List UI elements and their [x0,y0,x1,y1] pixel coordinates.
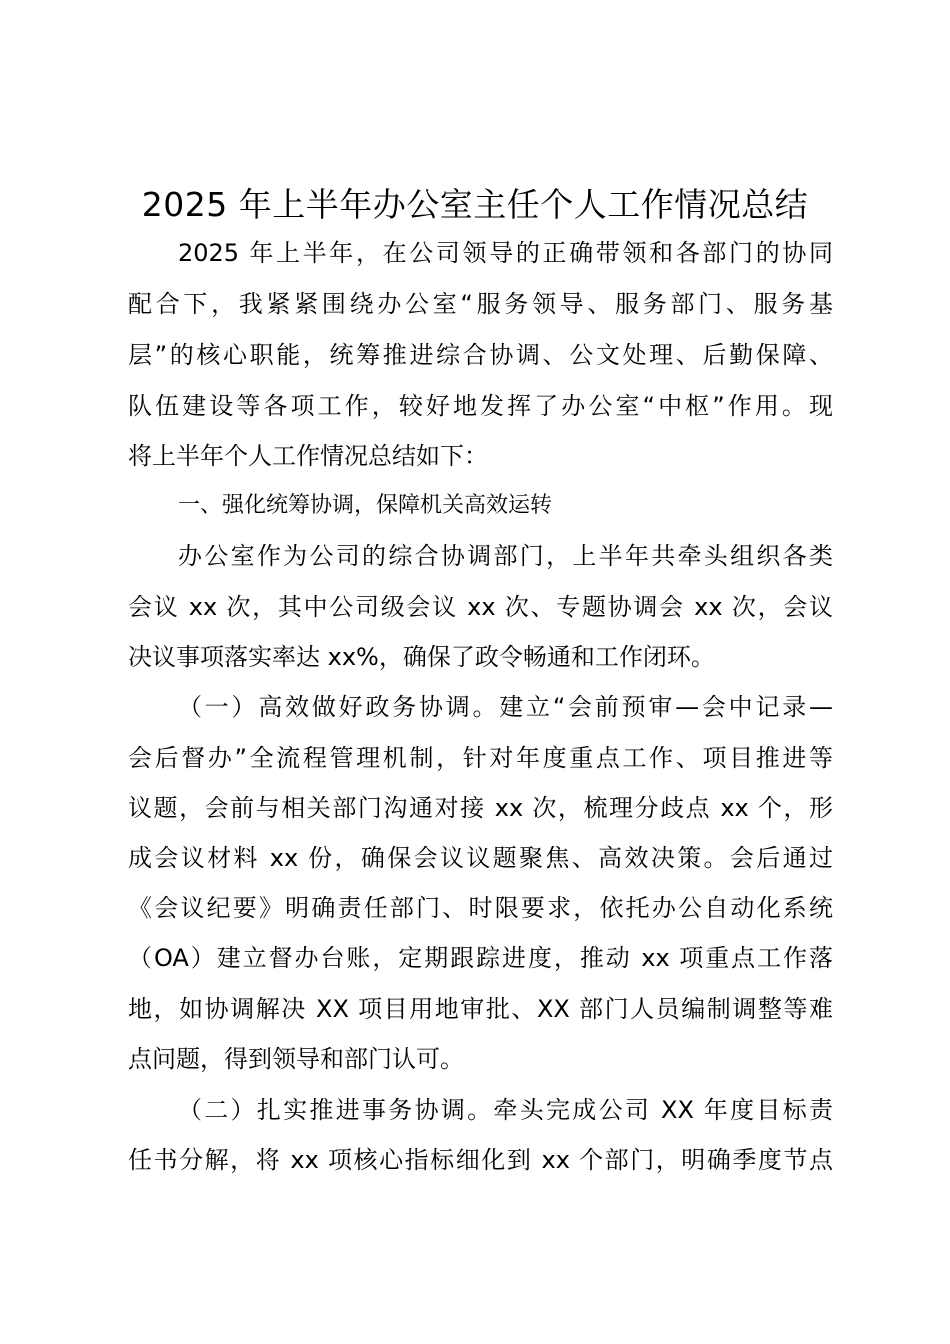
section-1-line-1: 办公室作为公司的综合协调部门，上半年共牵头组织各类 [178,542,833,570]
subsection-2-line-2: 任书分解，将 xx 项核心指标细化到 xx 个部门，明确季度节点 [128,1146,833,1174]
document-title: 2025 年上半年办公室主任个人工作情况总结 [141,185,809,224]
subsection-1-line-5: 《会议纪要》明确责任部门、时限要求，依托办公自动化系统 [128,894,833,922]
intro-line-2: 配合下，我紧紧围绕办公室“服务领导、服务部门、服务基 [128,290,833,318]
subsection-1-line-6: （OA）建立督办台账，定期跟踪进度，推动 xx 项重点工作落 [128,944,833,972]
subsection-1-line-1: （一）高效做好政务协调。建立“会前预审—会中记录— [178,693,833,721]
intro-line-1: 2025 年上半年，在公司领导的正确带领和各部门的协同 [178,239,833,267]
subsection-2-line-1: （二）扎实推进事务协调。牵头完成公司 XX 年度目标责 [178,1096,833,1124]
intro-line-3: 层”的核心职能，统筹推进综合协调、公文处理、后勤保障、 [128,341,833,369]
subsection-1-line-3: 议题，会前与相关部门沟通对接 xx 次，梳理分歧点 xx 个，形 [128,794,833,822]
subsection-1-line-2: 会后督办”全流程管理机制，针对年度重点工作、项目推进等 [128,744,833,772]
subsection-1-line-4: 成会议材料 xx 份，确保会议议题聚焦、高效决策。会后通过 [128,844,833,872]
intro-line-5: 将上半年个人工作情况总结如下： [128,442,488,470]
subsection-1-line-8: 点问题，得到领导和部门认可。 [128,1045,464,1073]
section-1-heading: 一、强化统筹协调，保障机关高效运转 [178,493,553,518]
subsection-1-line-7: 地，如协调解决 XX 项目用地审批、XX 部门人员编制调整等难 [128,995,833,1023]
intro-line-4: 队伍建设等各项工作，较好地发挥了办公室“中枢”作用。现 [128,392,833,420]
section-1-line-3: 决议事项落实率达 xx%，确保了政令畅通和工作闭环。 [128,643,715,671]
section-1-line-2: 会议 xx 次，其中公司级会议 xx 次、专题协调会 xx 次，会议 [128,593,833,621]
